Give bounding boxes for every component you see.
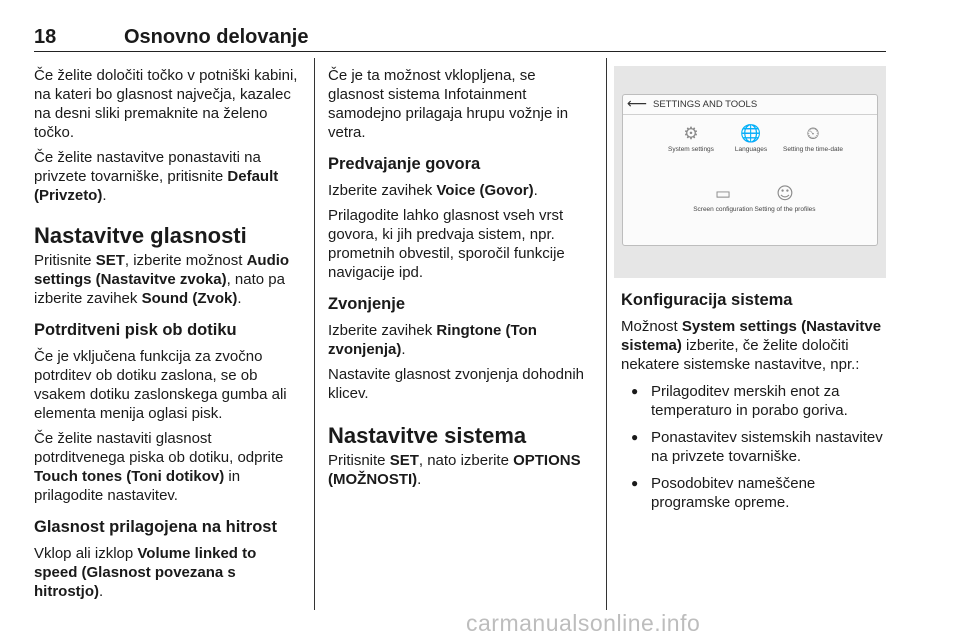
subsection-heading: Zvonjenje xyxy=(328,295,406,313)
section-heading: Nastavitve glasnosti xyxy=(34,223,247,248)
text: . xyxy=(417,471,422,488)
paragraph: Prilagodite lahko glasnost vseh vrst govora, ki jih predvaja sistem, npr. prometnih obvestil, sporočil funkcije navigacije ipd. xyxy=(328,207,565,281)
text: Vklop ali izklop xyxy=(34,545,138,562)
screen-title: SETTINGS AND TOOLS xyxy=(653,99,758,110)
tile-label: Setting of the profiles xyxy=(754,206,816,213)
paragraph xyxy=(34,148,302,205)
paragraph: Če je vključena funkcija za zvočno potrditev ob dotiku zaslona, se ob vsakem dotiku zaslonskega gumba ali elementa menija oglasi pisk. xyxy=(34,348,287,422)
option-name: Sound (Zvok) xyxy=(141,290,238,307)
text: . xyxy=(99,583,104,600)
profile-icon: ☺ xyxy=(776,184,794,204)
settings-screenshot-figure xyxy=(614,66,886,278)
button-name: SET xyxy=(95,252,125,269)
text: Če želite nastaviti glasnost potrditvenega piska ob dotiku, odprite xyxy=(34,430,284,466)
list-item: ● Posodobitev nameščene programske opreme. xyxy=(621,474,889,512)
bullet-list xyxy=(621,382,889,512)
button-name: SET xyxy=(389,452,419,469)
text: . xyxy=(237,290,242,307)
globe-speech-icon: 🌐 xyxy=(740,124,762,144)
paragraph xyxy=(328,181,590,200)
text: izberite, če želite določiti nekatere sistemske nastavitve, npr.: xyxy=(621,337,860,373)
subsection-heading: Konfiguracija sistema xyxy=(621,291,793,309)
clock-calendar-icon: ⏲ xyxy=(806,124,820,144)
column-left xyxy=(34,66,302,607)
tile-time-date[interactable] xyxy=(773,123,853,154)
text: Pritisnite xyxy=(328,452,390,469)
subsection-heading: Glasnost prilagojena na hitrost xyxy=(34,518,277,536)
paragraph xyxy=(34,251,302,308)
page-header xyxy=(34,6,886,52)
paragraph xyxy=(34,429,302,505)
option-name: Touch tones (Toni dotikov) xyxy=(34,468,225,485)
subsection-heading: Potrditveni pisk ob dotiku xyxy=(34,321,237,339)
text: . xyxy=(102,187,107,204)
back-arrow-icon: ⟵ xyxy=(627,96,648,112)
column-middle xyxy=(328,66,590,495)
settings-screen xyxy=(622,94,878,246)
paragraph xyxy=(328,321,590,359)
option-name: Voice (Govor) xyxy=(436,182,534,199)
option-name: Audio settings (Nastavitve zvoka) xyxy=(34,252,290,288)
section-heading: Nastavitve sistema xyxy=(328,423,527,448)
paragraph xyxy=(621,317,889,374)
text: , nato izberite xyxy=(418,452,514,469)
text: Izberite zavihek xyxy=(328,322,437,339)
paragraph: Če je ta možnost vklopljena, se glasnost sistema Infotainment samodejno prilagaja hrupu vožnje in vetra. xyxy=(328,67,569,141)
text: Možnost xyxy=(621,318,682,335)
column-right xyxy=(621,290,889,520)
tile-label: System settings xyxy=(668,146,714,153)
text: Pritisnite xyxy=(34,252,96,269)
column-divider xyxy=(314,58,315,610)
paragraph: Nastavite glasnost zvonjenja dohodnih klicev. xyxy=(328,366,585,402)
page-title: Osnovno delovanje xyxy=(124,26,309,48)
tile-label: Screen configuration xyxy=(693,206,753,213)
option-name: Volume linked to speed (Glasnost povezana s hitrostjo) xyxy=(34,545,257,600)
screen-title-bar xyxy=(623,95,877,115)
text: in prilagodite nastavitev. xyxy=(34,468,241,504)
column-divider xyxy=(606,58,607,610)
list-item: ● Ponastavitev sistemskih nastavitev na privzete tovarniške. xyxy=(621,428,889,466)
text: , nato pa izberite zavihek xyxy=(34,271,285,307)
tile-label: Setting the time-date xyxy=(783,146,843,153)
text: Izberite zavihek xyxy=(328,182,437,199)
subsection-heading: Predvajanje govora xyxy=(328,155,481,173)
gears-icon: ⚙ xyxy=(683,124,699,144)
option-name: System settings (Nastavitve sistema) xyxy=(621,318,882,354)
text: . xyxy=(533,182,538,199)
text: Če želite nastavitve ponastaviti na privzete tovarniške, pritisnite xyxy=(34,149,261,185)
tile-label: Languages xyxy=(734,146,768,153)
screen-icon: ▭ xyxy=(714,184,732,204)
watermark: carmanualsonline.info xyxy=(466,610,701,636)
paragraph xyxy=(34,544,302,601)
text: , izberite možnost xyxy=(124,252,247,269)
list-item: ● Prilagoditev merskih enot za temperaturo in porabo goriva. xyxy=(621,382,889,420)
text: . xyxy=(401,341,406,358)
option-name: Ringtone (Ton zvonjenja) xyxy=(328,322,537,358)
option-name: Default (Privzeto) xyxy=(34,168,279,204)
page-number: 18 xyxy=(34,26,57,48)
paragraph: Če želite določiti točko v potniški kabini, na kateri bo glasnost največja, kazalec na desni sliki premaknite na želeno točko. xyxy=(34,67,298,141)
option-name: OPTIONS (MOŽNOSTI) xyxy=(328,452,581,488)
tile-profiles[interactable] xyxy=(745,183,825,214)
paragraph xyxy=(328,451,590,489)
